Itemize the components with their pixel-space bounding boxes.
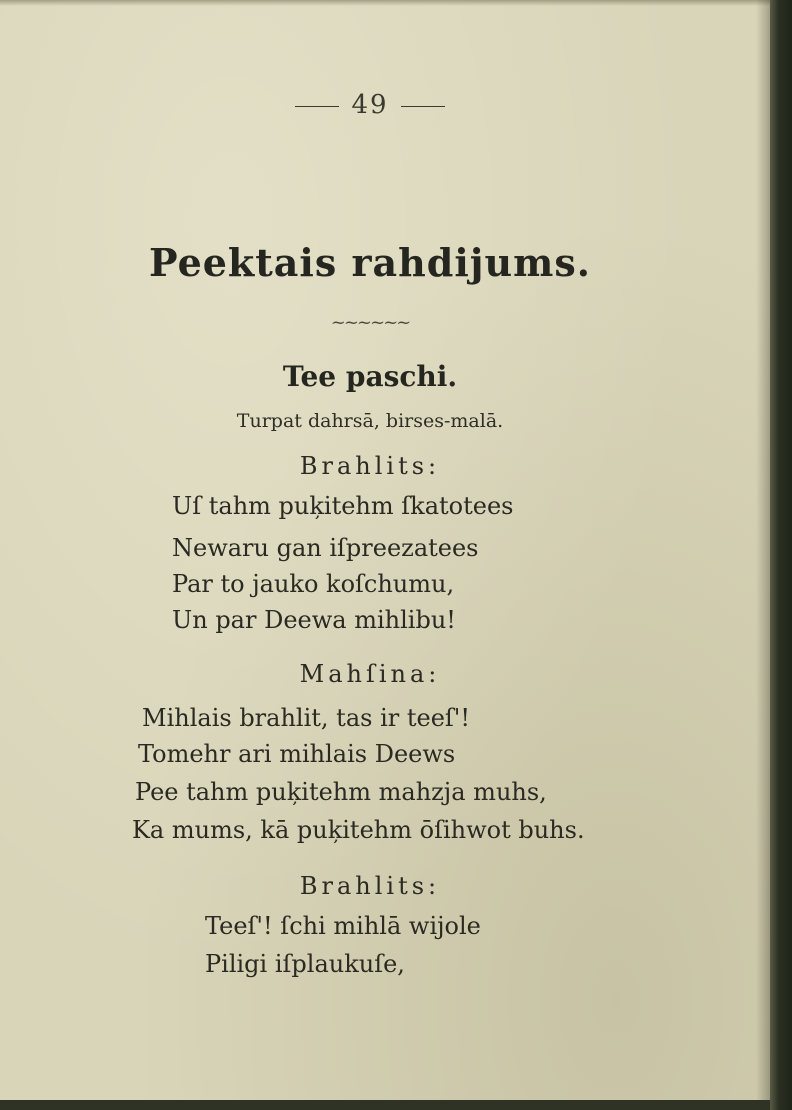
page-number-left-rule <box>295 106 339 107</box>
verse-line: Pee tahm puķitehm mahzja muhs, <box>135 778 547 806</box>
page-bottom-edge <box>0 1100 770 1110</box>
speaker-label: Brahlits: <box>299 872 441 900</box>
page-number <box>0 90 740 120</box>
verse-line: Un par Deewa mihlibu! <box>172 606 456 634</box>
verse-line: Teeſ'! ſchi mihlā wijole <box>205 912 481 940</box>
scene-heading: Tee paschi. <box>282 360 458 393</box>
verse-line: Tomehr ari mihlais Deews <box>138 740 456 768</box>
page-number-value: 49 <box>351 90 389 120</box>
chapter-heading: Peektais rahdijums. <box>149 240 591 285</box>
speaker-label: Brahlits: <box>299 452 441 480</box>
verse-line: Par to jauko koſchumu, <box>172 570 455 598</box>
stage-direction: Turpat dahrsā, birses-malā. <box>236 410 504 432</box>
verse-line: Ka mums, kā puķitehm ōſihwot buhs. <box>132 816 585 844</box>
speaker-label: Mahſina: <box>299 660 441 688</box>
verse-line: Uſ tahm puķitehm ſkatotees <box>172 492 514 520</box>
verse-line: Newaru gan iſpreezatees <box>172 534 479 562</box>
page-gutter-shadow <box>756 0 770 1110</box>
page-top-edge <box>0 0 770 6</box>
verse-line: Mihlais brahlit, tas ir teeſ'! <box>142 704 471 732</box>
page-number-right-rule <box>401 106 445 107</box>
book-binding <box>770 0 792 1110</box>
ornament-divider: ~~~~~~ <box>330 312 410 333</box>
verse-line: Piligi iſplaukuſe, <box>205 950 405 978</box>
